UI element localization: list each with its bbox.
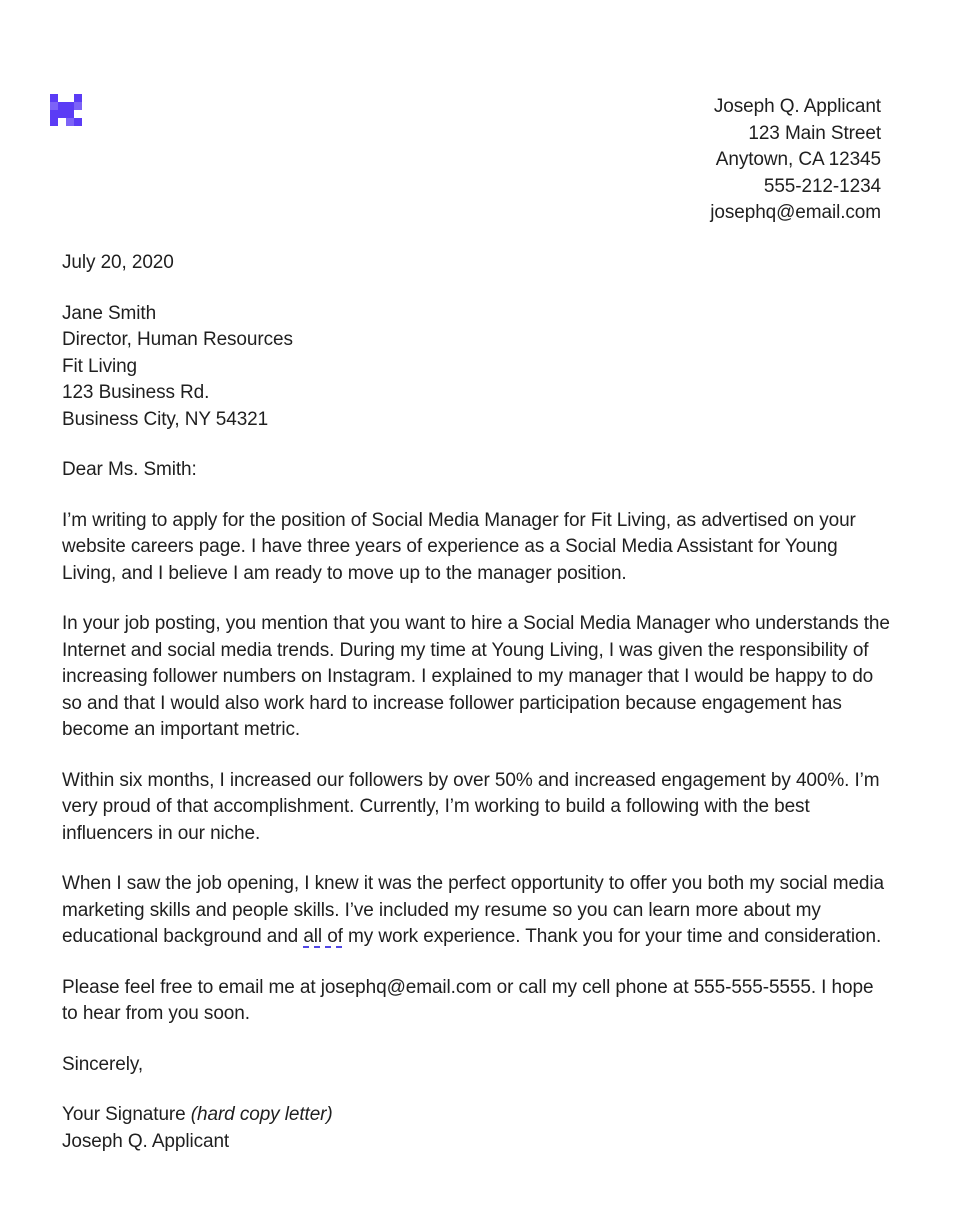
sender-address-block bbox=[710, 94, 881, 227]
recipient-street: 123 Business Rd. bbox=[62, 382, 210, 403]
closing: Sincerely, bbox=[62, 1053, 144, 1075]
paragraph-4-text-start: When I saw the job opening, I knew it was the perfect opportunity to offer you both my social media marketing skills and people skills. I’ve included my resume so you can learn more about my educational background and bbox=[62, 873, 884, 947]
signature-note: (hard copy letter) bbox=[190, 1104, 333, 1125]
paragraph-1: I’m writing to apply for the position of Social Media Manager for Fit Living, as advertised on your website careers page. I have three years of experience as a Social Media Assistant for Young Living, and I believe I am ready to move up to the manager position. bbox=[62, 509, 856, 584]
sender-street: 123 Main Street bbox=[748, 122, 881, 144]
sender-city: Anytown, CA 12345 bbox=[715, 149, 881, 170]
paragraph-2: In your job posting, you mention that you want to hire a Social Media Manager who understands the Internet and social media trends. During my time at Young Living, I was given the responsibility of increasing follower numbers on Instagram. I explained to my manager that I would be happy to do so and that I would also work hard to increase follower participation because engagement has become an important metric. bbox=[62, 613, 890, 740]
recipient-company: Fit Living bbox=[62, 355, 138, 377]
recipient-city: Business City, NY 54321 bbox=[62, 408, 269, 430]
signature-label: Your Signature bbox=[62, 1104, 186, 1125]
sender-email: josephq@email.com bbox=[710, 202, 881, 223]
grammar-flagged-text[interactable]: all of bbox=[303, 926, 343, 947]
recipient-block bbox=[62, 301, 892, 434]
signature-line bbox=[62, 1102, 892, 1129]
sender-name: Joseph Q. Applicant bbox=[713, 96, 881, 117]
letter-date: July 20, 2020 bbox=[62, 252, 174, 273]
recipient-title: Director, Human Resources bbox=[62, 329, 293, 350]
signature-name: Joseph Q. Applicant bbox=[62, 1130, 230, 1152]
recipient-name: Jane Smith bbox=[62, 302, 157, 324]
paragraph-5: Please feel free to email me at josephq@email.com or call my cell phone at 555-555-5555. I hope to hear from you soon. bbox=[62, 976, 874, 1024]
salutation: Dear Ms. Smith: bbox=[62, 459, 197, 480]
brand-logo-icon bbox=[50, 94, 82, 126]
paragraph-4-text-end: my work experience. Thank you for your time and consideration. bbox=[342, 926, 882, 947]
paragraph-3: Within six months, I increased our followers by over 50% and increased engagement by 400%. I’m very proud of that accomplishment. Currently, I’m working to build a following with the best influencers in our niche. bbox=[62, 769, 880, 844]
letter-body bbox=[62, 250, 892, 1155]
paragraph-4 bbox=[62, 871, 892, 951]
sender-phone: 555-212-1234 bbox=[763, 175, 881, 197]
